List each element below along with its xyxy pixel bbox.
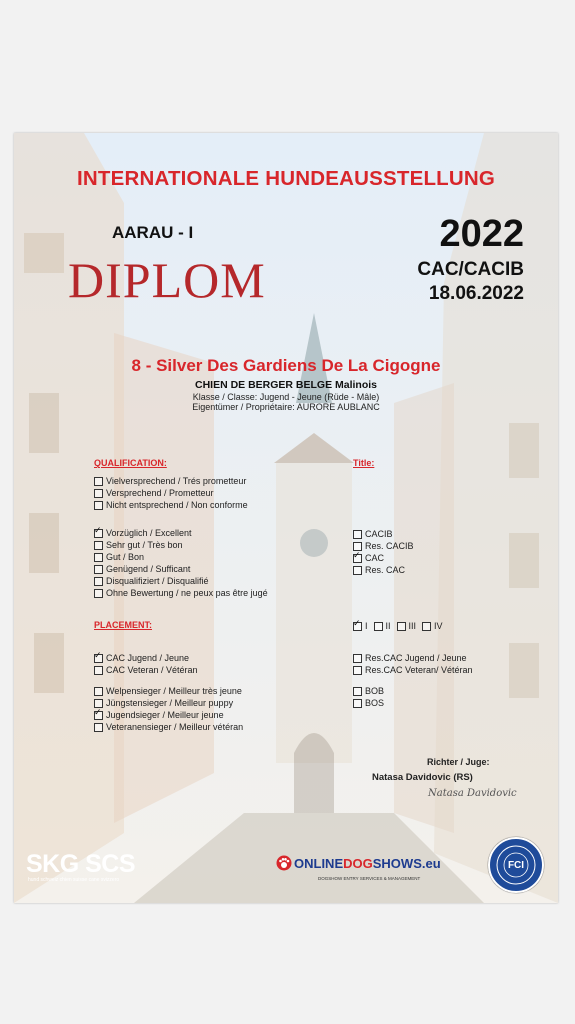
- checked-checkbox-icon: [94, 529, 103, 538]
- judge-label: Richter / Juge:: [427, 757, 490, 767]
- option-row: [94, 539, 268, 551]
- checked-checkbox-icon: [353, 622, 362, 631]
- option-row: [353, 664, 473, 676]
- title-options: [353, 528, 414, 576]
- dog-class: Klasse / Classe: Jugend - Jeune (Rüde - Mâle): [192, 392, 380, 402]
- paw-icon: [276, 855, 292, 871]
- option-label: CAC Jugend / Jeune: [106, 653, 190, 663]
- placement-heading: PLACEMENT:: [94, 620, 152, 630]
- placement-left-2: [94, 685, 243, 733]
- rank-option: [353, 620, 368, 632]
- checkbox-icon: [374, 622, 383, 631]
- checkbox-icon: [422, 622, 431, 631]
- option-row: [94, 652, 198, 664]
- option-row: [94, 664, 198, 676]
- option-label: Veteranensieger / Meilleur vétéran: [106, 722, 244, 732]
- checkbox-icon: [94, 553, 103, 562]
- option-row: [94, 685, 243, 697]
- option-label: Sehr gut / Très bon: [106, 540, 183, 550]
- title-heading: Title:: [353, 458, 375, 468]
- option-label: Res. CACIB: [365, 541, 414, 551]
- option-label: Vielversprechend / Trés prometteur: [106, 476, 247, 486]
- qualification-group-2: [94, 527, 268, 599]
- checkbox-icon: [94, 565, 103, 574]
- checkbox-icon: [94, 666, 103, 675]
- ods-online-text: ONLINE: [294, 855, 344, 871]
- ods-shows-text: SHOWS.eu: [372, 855, 441, 871]
- event-city: AARAU - I: [112, 223, 194, 242]
- option-label: BOS: [365, 698, 385, 708]
- checkbox-icon: [94, 723, 103, 732]
- option-label: Disqualifiziert / Disqualifié: [106, 576, 209, 586]
- dog-name: 8 - Silver Des Gardiens De La Cigogne: [131, 356, 441, 375]
- option-label: Res.CAC Veteran/ Vétéran: [365, 665, 473, 675]
- option-label: Res. CAC: [365, 565, 406, 575]
- checkbox-icon: [353, 654, 362, 663]
- option-label: Res.CAC Jugend / Jeune: [365, 653, 467, 663]
- option-label: CAC Veteran / Vétéran: [106, 665, 198, 675]
- option-label: BOB: [365, 686, 385, 696]
- diploma-heading: DIPLOM: [68, 252, 266, 308]
- checkbox-icon: [94, 541, 103, 550]
- option-row: [94, 721, 243, 733]
- option-row: [94, 563, 268, 575]
- option-label: Ohne Bewertung / ne peux pas être jugé: [106, 588, 268, 598]
- checked-checkbox-icon: [353, 554, 362, 563]
- option-label: Vorzüglich / Excellent: [106, 528, 192, 538]
- judge-signature: Natasa Davidovic: [428, 788, 517, 799]
- qualification-heading: QUALIFICATION:: [94, 458, 167, 468]
- option-row: [94, 527, 268, 539]
- checkbox-icon: [397, 622, 406, 631]
- fci-text: FCI: [507, 860, 525, 871]
- event-title: INTERNATIONALE HUNDEAUSSTELLUNG: [76, 167, 496, 190]
- option-row: [353, 528, 414, 540]
- rank-label: III: [408, 621, 417, 631]
- onlinedogshows-logo: [276, 855, 441, 871]
- placement-right-2: [353, 685, 384, 709]
- rank-option: [422, 620, 443, 632]
- diploma-sheet: [14, 133, 558, 903]
- skg-logo-subtitle: hund schweiz chien suisse cane svizzero: [28, 877, 120, 883]
- option-row: [94, 499, 248, 511]
- checkbox-icon: [94, 577, 103, 586]
- checkbox-icon: [94, 699, 103, 708]
- checkbox-icon: [94, 589, 103, 598]
- event-year: 2022: [439, 213, 524, 255]
- option-label: Genügend / Sufficant: [106, 564, 191, 574]
- checkbox-icon: [94, 501, 103, 510]
- checked-checkbox-icon: [94, 711, 103, 720]
- option-row: [94, 551, 268, 563]
- option-label: Welpensieger / Meilleur très jeune: [106, 686, 242, 696]
- event-date: 18.06.2022: [428, 283, 524, 304]
- option-label: Jugendsieger / Meilleur jeune: [106, 710, 224, 720]
- option-label: Gut / Bon: [106, 552, 145, 562]
- option-row: [94, 575, 268, 587]
- checkbox-icon: [353, 566, 362, 575]
- skg-logo: SKG SCS: [26, 850, 136, 878]
- option-row: [94, 487, 248, 499]
- checkbox-icon: [353, 530, 362, 539]
- option-label: CAC: [365, 553, 385, 563]
- option-row: [353, 652, 473, 664]
- option-label: Jüngstensieger / Meilleur puppy: [106, 698, 234, 708]
- rank-label: II: [385, 621, 391, 631]
- option-row: [94, 709, 243, 721]
- option-label: Versprechend / Prometteur: [106, 488, 214, 498]
- option-row: [353, 564, 414, 576]
- option-row: [94, 587, 268, 599]
- checkbox-icon: [353, 687, 362, 696]
- option-row: [353, 540, 414, 552]
- fci-logo: [488, 837, 544, 893]
- checkbox-icon: [353, 699, 362, 708]
- option-label: Nicht entsprechend / Non conforme: [106, 500, 248, 510]
- option-row: [94, 697, 243, 709]
- option-row: [353, 685, 384, 697]
- rank-label: I: [365, 621, 368, 631]
- checked-checkbox-icon: [94, 654, 103, 663]
- dog-owner: Eigentümer / Propriétaire: AURORE AUBLANC: [192, 402, 380, 412]
- rank-option: [397, 620, 417, 632]
- checkbox-icon: [94, 687, 103, 696]
- ods-subtitle: DOGSHOW ENTRY SERVICES & MANAGEMENT: [318, 876, 421, 881]
- checkbox-icon: [353, 666, 362, 675]
- option-label: CACIB: [365, 529, 393, 539]
- checkbox-icon: [94, 477, 103, 486]
- checkbox-icon: [94, 489, 103, 498]
- qualification-group-1: [94, 475, 248, 511]
- judge-name: Natasa Davidovic (RS): [372, 772, 473, 783]
- option-row: [353, 697, 384, 709]
- placement-left-1: [94, 652, 198, 676]
- ods-dog-text: DOG: [343, 855, 373, 871]
- event-cac-cacib: CAC/CACIB: [417, 259, 524, 280]
- option-row: [94, 475, 248, 487]
- option-row: [353, 552, 414, 564]
- rank-label: IV: [434, 621, 443, 631]
- dog-breed: CHIEN DE BERGER BELGE Malinois: [194, 379, 378, 391]
- checkbox-icon: [353, 542, 362, 551]
- placement-right-1: [353, 652, 473, 676]
- rank-option: [374, 620, 391, 632]
- placement-ranks: [353, 620, 443, 632]
